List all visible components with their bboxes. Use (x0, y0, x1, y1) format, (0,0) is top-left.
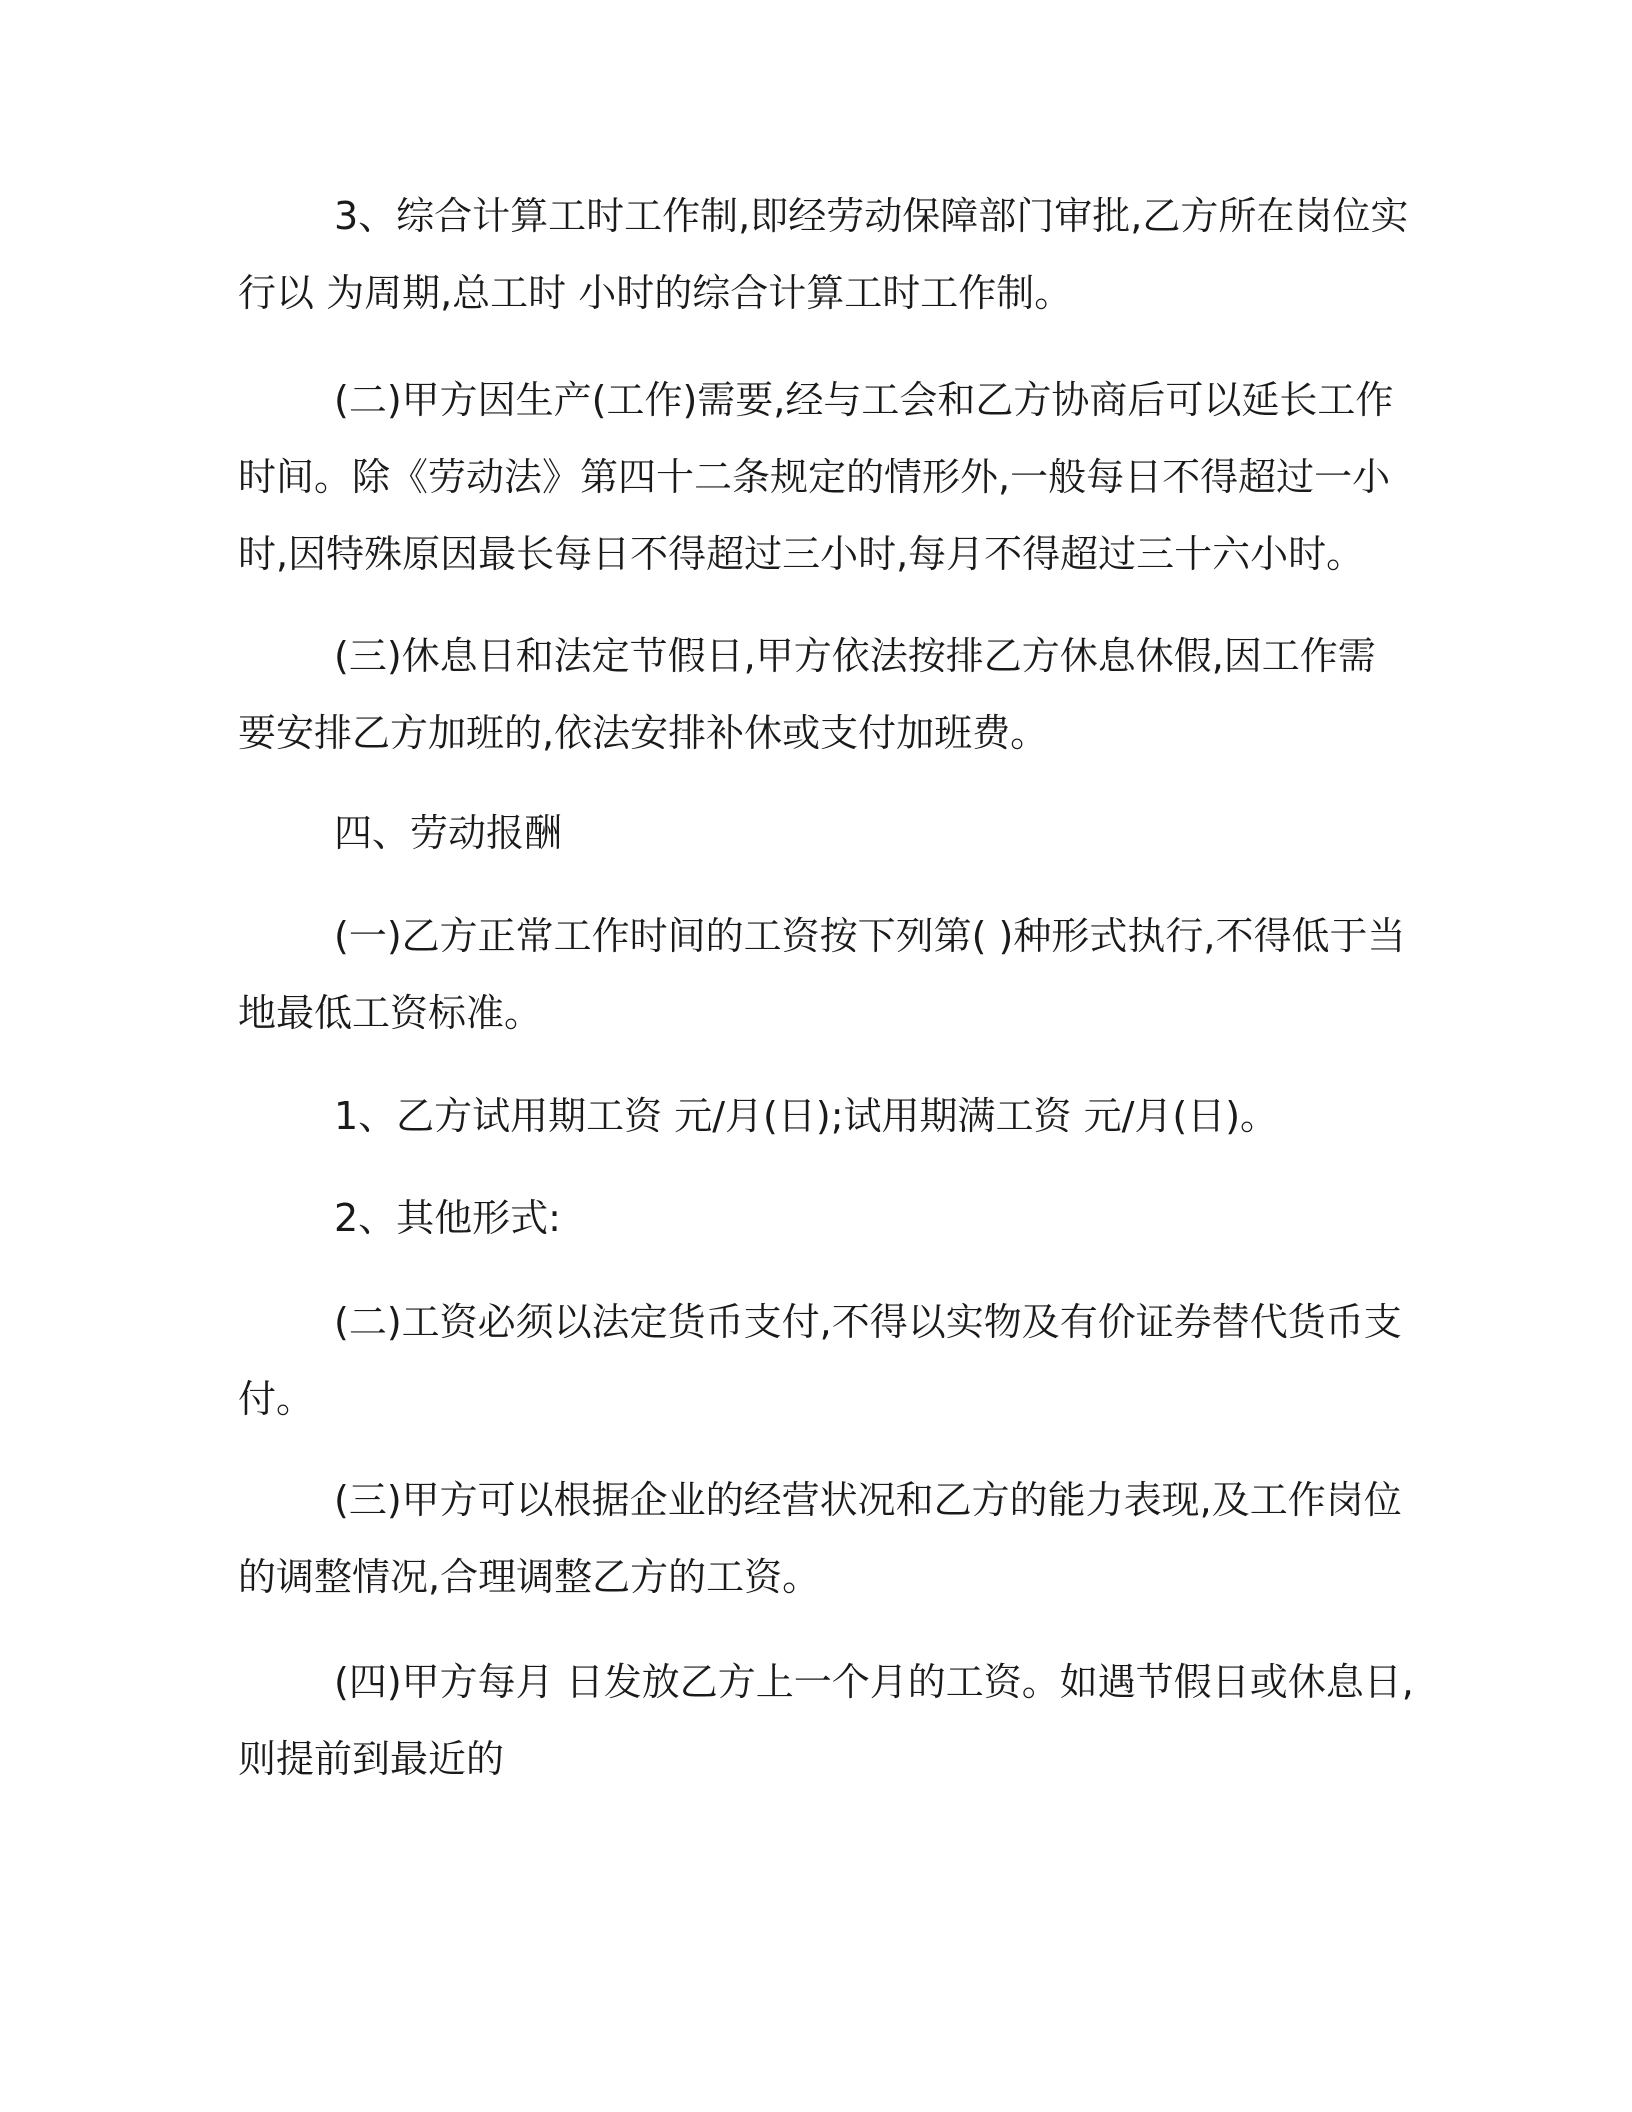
text-line: (三)休息日和法定节假日,甲方依法按排乙方休息休假,因工作需 (334, 634, 1376, 678)
section-heading-labor-remuneration (238, 795, 1398, 872)
paragraph-legal-currency (238, 1284, 1402, 1438)
text-line: (二)甲方因生产(工作)需要,经与工会和乙方协商后可以延长工作 (334, 378, 1394, 422)
text-line: 2、其他形式: (334, 1196, 561, 1240)
paragraph-payday (238, 1644, 1414, 1798)
paragraph-other-forms (238, 1180, 1398, 1257)
text-line: 1、乙方试用期工资 元/月(日);试用期满工资 元/月(日)。 (334, 1094, 1279, 1138)
text-line: (四)甲方每月 日发放乙方上一个月的工资。如遇节假日或休息日, (334, 1660, 1414, 1704)
paragraph-overtime-extension (238, 362, 1398, 593)
text-line: 时,因特殊原因最长每日不得超过三小时,每月不得超过三十六小时。 (238, 532, 1365, 576)
text-line: 行以 为周期,总工时 小时的综合计算工时工作制。 (238, 271, 1073, 315)
text-line: 3、综合计算工时工作制,即经劳动保障部门审批,乙方所在岗位实 (334, 194, 1409, 238)
text-line: (三)甲方可以根据企业的经营状况和乙方的能力表现,及工作岗位 (334, 1478, 1402, 1522)
text-line: 的调整情况,合理调整乙方的工资。 (238, 1555, 821, 1599)
text-line: 付。 (238, 1377, 315, 1421)
paragraph-wage-adjustment (238, 1462, 1402, 1616)
text-line: (二)工资必须以法定货币支付,不得以实物及有价证券替代货币支 (334, 1300, 1402, 1344)
text-line: 地最低工资标准。 (238, 991, 543, 1035)
text-line: (一)乙方正常工作时间的工资按下列第( )种形式执行,不得低于当 (334, 914, 1406, 958)
paragraph-wage-form (238, 898, 1406, 1052)
section-heading: 四、劳动报酬 (334, 811, 563, 855)
text-line: 则提前到最近的 (238, 1737, 505, 1781)
paragraph-rest-days-holidays (238, 618, 1398, 772)
text-line: 要安排乙方加班的,依法安排补休或支付加班费。 (238, 711, 1049, 755)
paragraph-comprehensive-working-hours (238, 178, 1409, 332)
text-line: 时间。除《劳动法》第四十二条规定的情形外,一般每日不得超过一小 (238, 455, 1391, 499)
paragraph-probation-wage (238, 1078, 1398, 1155)
